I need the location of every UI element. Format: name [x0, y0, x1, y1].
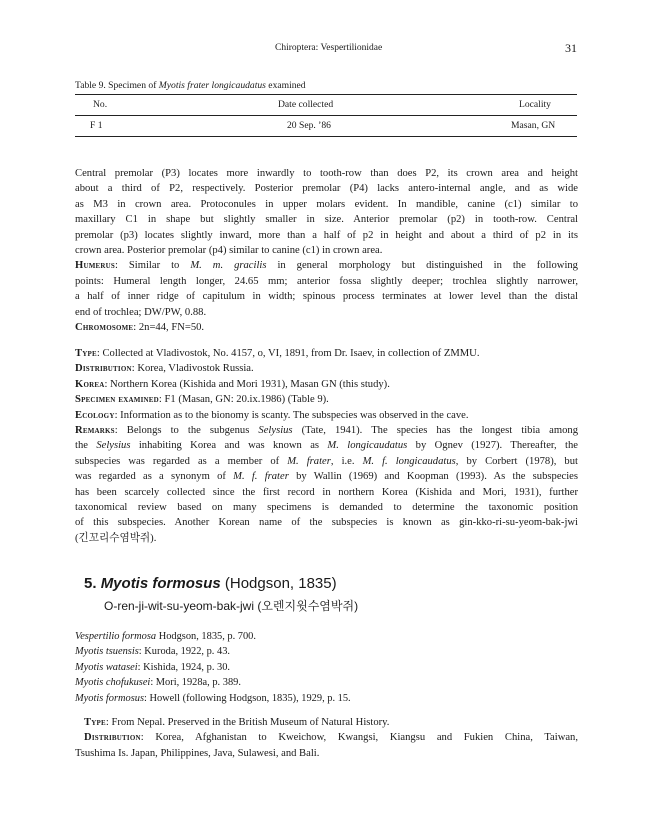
synonym-taxon: Myotis formosus	[75, 692, 144, 704]
synonym-ref: : Kuroda, 1922, p. 43.	[138, 646, 230, 658]
type-line	[75, 715, 578, 730]
type-label: Type	[84, 717, 106, 728]
text-line: Central premolar (P3) locates more inwardly to tooth-row than does P2, its crown area and height	[75, 168, 578, 179]
synonym-ref: : Mori, 1928a, p. 389.	[150, 677, 241, 689]
synonym-taxon: Myotis tsuensis	[75, 646, 139, 658]
species-notes-2	[75, 715, 578, 761]
humerus-text: in general morphology but distinguished in the following	[266, 260, 578, 272]
remarks-text: , i.e.	[330, 455, 363, 467]
korea-line	[75, 377, 578, 392]
text-line: premolar (p3) locates slightly inward, more than a half of p2 in height and about a third of p2 in its	[75, 229, 578, 241]
type-label: Type	[75, 348, 97, 359]
table-cell-date: 20 Sep. ’86	[287, 120, 331, 131]
dentition-paragraph	[75, 166, 578, 335]
text-line: points: Humeral length longer, 24.65 mm; anterior fossa slightly deeper; trochlea slightly narrower,	[75, 275, 578, 287]
remarks-line	[75, 454, 578, 469]
remarks-taxon: M. longicaudatus	[327, 440, 408, 452]
table-caption-prefix: Table 9. Specimen of	[75, 80, 159, 91]
remarks-text: , by Corbert (1978), but	[455, 455, 578, 467]
humerus-taxon: M. m. gracilis	[190, 260, 267, 272]
synonym-ref: : Howell (following Hodgson, 1835), 1929, p. 15.	[144, 692, 351, 704]
remarks-text: was regarded as a synonym of	[75, 471, 234, 483]
species-notes	[75, 346, 578, 546]
table-header-date: Date collected	[278, 99, 334, 110]
type-text: : Collected at Vladivostok, No. 4157, o, VI, 1891, from Dr. Isaev, in collection of ZMMU.	[96, 348, 480, 359]
distribution-label: Distribution	[84, 732, 141, 744]
humerus-label: Humerus	[75, 260, 115, 272]
humerus-line	[75, 258, 578, 273]
table-header-no: No.	[93, 99, 108, 110]
distribution-text: : Korea, Vladivostok Russia.	[131, 363, 254, 375]
remarks-line	[75, 469, 578, 484]
synonym-entry	[75, 691, 351, 706]
synonym-ref: Hodgson, 1835, p. 700.	[156, 631, 256, 642]
table-cell-no: F 1	[90, 120, 103, 131]
korea-label: Korea	[75, 378, 105, 390]
humerus-text: : Similar to	[114, 260, 191, 272]
running-title: Chiroptera: Vespertilionidae	[275, 43, 383, 53]
text-line: crown area. Posterior premolar (p4) similar to canine (c1) in crown area.	[75, 245, 383, 257]
remarks-text: subspecies was regarded as a member of	[75, 455, 288, 467]
remarks-taxon: M. f. longicaudatus	[362, 455, 456, 467]
text-line: as M3 in crown area. Protoconules in upper molars evident. In mandible, canine (c1) similar to	[75, 198, 578, 210]
section-species: Myotis formosus	[100, 575, 221, 592]
type-text: : From Nepal. Preserved in the British Museum of Natural History.	[105, 717, 390, 728]
remarks-text: inhabiting Korea and was known as	[130, 440, 328, 452]
table-header-locality: Locality	[519, 99, 551, 110]
remarks-line	[75, 423, 578, 438]
remarks-text: (Tate, 1941). The species has the longest tibia among	[292, 425, 579, 437]
remarks-label: Remarks	[75, 425, 115, 437]
remarks-taxon: Selysius	[258, 425, 293, 437]
remarks-line: (긴꼬리수염박쥐).	[75, 532, 157, 544]
section-heading	[84, 575, 337, 592]
synonym-taxon: Myotis chofukusei	[75, 677, 151, 689]
specimen-label: Specimen examined	[75, 394, 159, 406]
synonym-entry	[75, 675, 351, 690]
specimen-text: : F1 (Masan, GN: 20.ix.1986) (Table 9).	[158, 394, 329, 406]
remarks-text: the	[75, 440, 97, 452]
table-cell-locality: Masan, GN	[511, 120, 556, 131]
page-number: 31	[565, 41, 577, 55]
table-caption-suffix: examined	[265, 80, 306, 91]
remarks-line: taxonomical review based on many specimens is demanded to determine the taxonomic position	[75, 502, 578, 514]
text-line: about a third of P2, respectively. Posterior premolar (P4) lacks antero-internal angle, and as wide	[75, 183, 578, 195]
distribution-text: : Korea, Afghanistan to Kweichow, Kwangsi, Kiangsu and Fukien China, Taiwan,	[140, 732, 578, 744]
text-line: a half of inner ridge of capitulum in width; spinous process terminates at lower level than the distal	[75, 291, 578, 303]
table-caption	[75, 80, 306, 91]
table-top-rule	[75, 94, 577, 95]
remarks-text: by Wallin (1969) and Koopman (1993). As the subspecies	[288, 471, 578, 483]
synonym-taxon: Vespertilio formosa	[75, 631, 157, 642]
remarks-line	[75, 438, 578, 453]
synonym-entry	[75, 644, 351, 659]
remarks-taxon: M. f. frater	[233, 471, 289, 483]
synonym-ref: : Kishida, 1924, p. 30.	[137, 661, 230, 673]
ecology-line	[75, 408, 578, 423]
remarks-taxon: M. frater	[287, 455, 331, 467]
remarks-text: : Belongs to the subgenus	[114, 425, 259, 437]
distribution-line: Tsushima Is. Japan, Philippines, Java, Sulawesi, and Bali.	[75, 747, 320, 759]
ecology-label: Ecology	[75, 409, 115, 421]
chromosome-label: Chromosome	[75, 322, 134, 334]
table-header-rule	[75, 115, 577, 116]
remarks-line: has been scarcely collected since the first record in northern Korea (Kishida and Mori, 1931), further	[75, 486, 578, 498]
synonymy-list	[75, 629, 351, 706]
remarks-taxon: Selysius	[96, 440, 131, 452]
section-authority: (Hodgson, 1835)	[220, 575, 337, 592]
synonym-entry	[75, 629, 351, 644]
chromosome-text: : 2n=44, FN=50.	[133, 322, 205, 334]
remarks-line: of this subspecies. Another Korean name of the subspecies is known as gin-kko-ri-su-yeom-bak-jwi	[75, 517, 578, 529]
synonym-taxon: Myotis watasei	[75, 661, 138, 673]
text-line: end of trochlea; DW/PW, 0.88.	[75, 306, 207, 318]
ecology-text: : Information as to the bionomy is scanty. The subspecies was observed in the cave.	[114, 409, 469, 421]
section-number: 5.	[84, 575, 97, 592]
table-caption-taxon: Myotis frater longicaudatus	[158, 80, 266, 91]
remarks-text: by Ognev (1927). Thereafter, the	[407, 440, 579, 452]
section-korean-name: O-ren-ji-wit-su-yeom-bak-jwi (오렌지윗수염박쥐)	[104, 599, 359, 613]
distribution-label: Distribution	[75, 363, 132, 375]
table-bottom-rule	[75, 136, 577, 137]
text-line: maxillary C1 in shape but slightly smaller in size. Anterior premolar (p2) in tooth-row. Central	[75, 214, 578, 226]
distribution-line	[75, 730, 578, 745]
synonym-entry	[75, 660, 351, 675]
chromosome-line	[75, 320, 578, 335]
specimen-line	[75, 392, 578, 407]
distribution-line	[75, 361, 578, 376]
type-line	[75, 346, 578, 361]
korea-text: : Northern Korea (Kishida and Mori 1931), Masan GN (this study).	[104, 378, 390, 390]
